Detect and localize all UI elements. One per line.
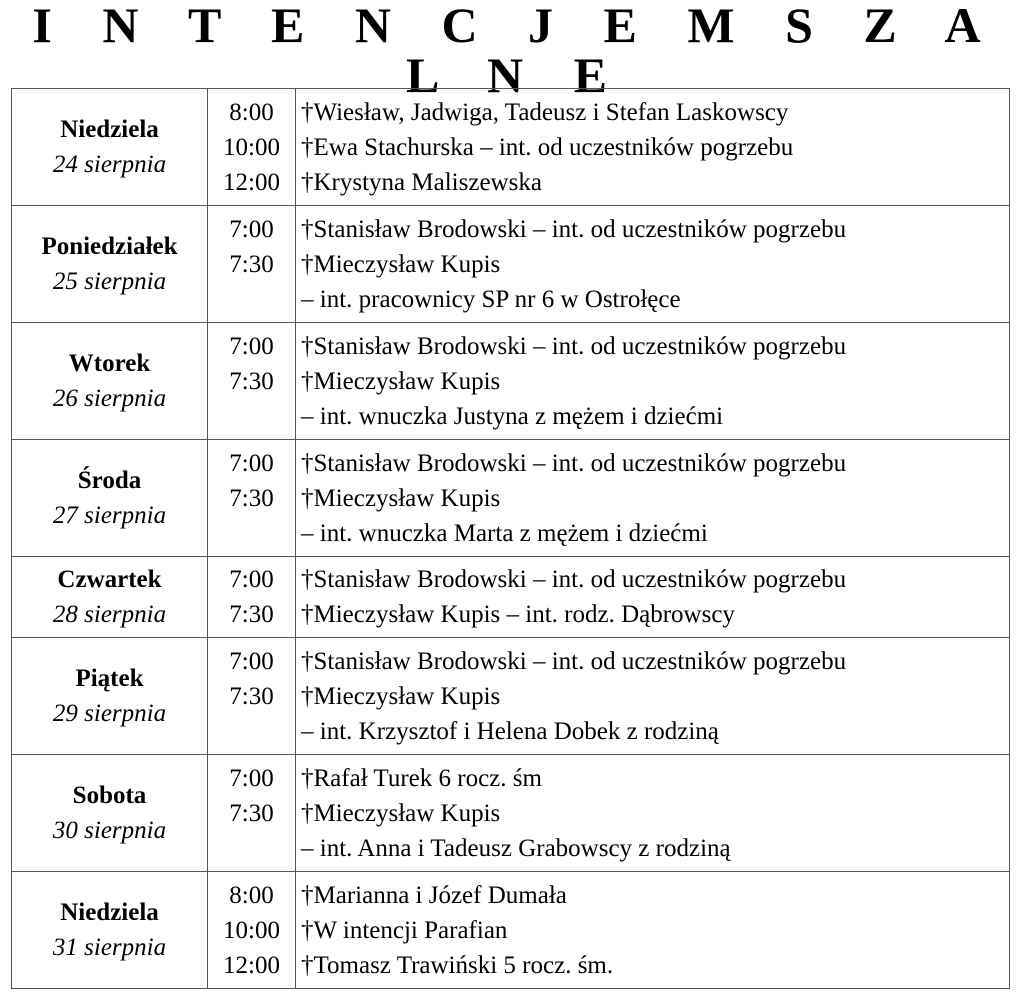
day-name: Sobota bbox=[72, 782, 147, 809]
day-date: 31 sierpnia bbox=[52, 934, 167, 961]
intentions-cell bbox=[296, 323, 1010, 440]
day-date: 30 sierpnia bbox=[52, 817, 167, 844]
mass-time: 7:00 bbox=[229, 449, 274, 477]
mass-time: 12:00 bbox=[223, 951, 280, 979]
mass-time: 7:30 bbox=[229, 367, 274, 395]
day-cell bbox=[12, 872, 208, 989]
mass-time: 7:00 bbox=[229, 647, 274, 675]
table-row bbox=[12, 755, 1010, 872]
mass-time: 7:00 bbox=[229, 215, 274, 243]
time-cell bbox=[208, 755, 296, 872]
day-date: 27 sierpnia bbox=[52, 502, 167, 529]
intention-line: †Mieczysław Kupis – int. rodz. Dąbrowscy bbox=[301, 601, 735, 628]
table-row bbox=[12, 440, 1010, 557]
mass-time: 7:30 bbox=[229, 484, 274, 512]
intention-line: †Tomasz Trawiński 5 rocz. śm. bbox=[301, 951, 614, 979]
intentions-cell bbox=[296, 206, 1010, 323]
day-cell bbox=[12, 89, 208, 206]
day-date: 25 sierpnia bbox=[52, 268, 167, 295]
day-cell bbox=[12, 440, 208, 557]
time-cell bbox=[208, 872, 296, 989]
intention-line: †Stanisław Brodowski – int. od uczestników pogrzebu bbox=[301, 566, 847, 593]
table-row bbox=[12, 872, 1010, 989]
day-cell bbox=[12, 557, 208, 638]
day-cell bbox=[12, 323, 208, 440]
intention-line: †Stanisław Brodowski – int. od uczestników pogrzebu bbox=[301, 449, 847, 477]
day-name: Czwartek bbox=[57, 566, 162, 593]
intention-line: – int. Krzysztof i Helena Dobek z rodziną bbox=[301, 717, 719, 745]
time-cell bbox=[208, 440, 296, 557]
mass-time: 10:00 bbox=[223, 916, 280, 944]
table-row bbox=[12, 323, 1010, 440]
intentions-cell bbox=[296, 872, 1010, 989]
intention-line: †Stanisław Brodowski – int. od uczestników pogrzebu bbox=[301, 332, 847, 360]
mass-time: 12:00 bbox=[223, 168, 280, 196]
intention-line: †W intencji Parafian bbox=[301, 916, 508, 944]
mass-time: 10:00 bbox=[223, 133, 280, 161]
day-date: 29 sierpnia bbox=[52, 700, 167, 727]
day-date: 24 sierpnia bbox=[52, 151, 167, 178]
intention-line: †Marianna i Józef Dumała bbox=[301, 881, 567, 909]
table-row bbox=[12, 638, 1010, 755]
table-row bbox=[12, 557, 1010, 638]
intentions-cell bbox=[296, 440, 1010, 557]
intention-line: †Ewa Stachurska – int. od uczestników pogrzebu bbox=[301, 133, 794, 161]
intention-line: – int. wnuczka Marta z mężem i dziećmi bbox=[301, 519, 708, 547]
intention-line: – int. pracownicy SP nr 6 w Ostrołęce bbox=[301, 285, 681, 313]
intention-line: – int. wnuczka Justyna z mężem i dziećmi bbox=[301, 402, 724, 430]
day-name: Poniedziałek bbox=[41, 233, 178, 260]
intention-line: †Wiesław, Jadwiga, Tadeusz i Stefan Laskowscy bbox=[301, 98, 789, 126]
day-name: Wtorek bbox=[68, 350, 151, 377]
day-name: Piątek bbox=[75, 665, 144, 692]
mass-intentions-table bbox=[11, 88, 1010, 989]
intention-line: †Rafał Turek 6 rocz. śm bbox=[301, 764, 542, 792]
intention-line: †Stanisław Brodowski – int. od uczestników pogrzebu bbox=[301, 647, 847, 675]
mass-time: 7:30 bbox=[229, 682, 274, 710]
time-cell bbox=[208, 323, 296, 440]
day-cell bbox=[12, 206, 208, 323]
time-cell bbox=[208, 557, 296, 638]
day-name: Niedziela bbox=[60, 116, 159, 143]
day-name: Niedziela bbox=[60, 899, 159, 926]
intention-line: †Mieczysław Kupis bbox=[301, 799, 501, 827]
intention-line: †Mieczysław Kupis bbox=[301, 682, 501, 710]
day-cell bbox=[12, 755, 208, 872]
mass-time: 7:30 bbox=[229, 250, 274, 278]
intention-line: †Krystyna Maliszewska bbox=[301, 168, 542, 196]
mass-time: 7:00 bbox=[229, 566, 274, 593]
time-cell bbox=[208, 206, 296, 323]
intentions-cell bbox=[296, 557, 1010, 638]
intention-line: †Stanisław Brodowski – int. od uczestników pogrzebu bbox=[301, 215, 847, 243]
intentions-cell bbox=[296, 638, 1010, 755]
mass-time: 8:00 bbox=[229, 881, 274, 909]
mass-time: 7:30 bbox=[229, 799, 274, 827]
intention-line: †Mieczysław Kupis bbox=[301, 250, 501, 278]
mass-time: 7:30 bbox=[229, 601, 274, 628]
intention-line: †Mieczysław Kupis bbox=[301, 484, 501, 512]
time-cell bbox=[208, 638, 296, 755]
day-date: 26 sierpnia bbox=[52, 385, 167, 412]
day-date: 28 sierpnia bbox=[52, 601, 167, 628]
day-cell bbox=[12, 638, 208, 755]
mass-time: 7:00 bbox=[229, 764, 274, 792]
intention-line: – int. Anna i Tadeusz Grabowscy z rodziną bbox=[301, 834, 731, 862]
intentions-cell bbox=[296, 89, 1010, 206]
mass-time: 7:00 bbox=[229, 332, 274, 360]
time-cell bbox=[208, 89, 296, 206]
intentions-cell bbox=[296, 755, 1010, 872]
page-title: I N T E N C J E M S Z A L N E bbox=[32, 0, 1000, 103]
day-name: Środa bbox=[77, 467, 142, 494]
table-row bbox=[12, 206, 1010, 323]
mass-time: 8:00 bbox=[229, 98, 274, 126]
intention-line: †Mieczysław Kupis bbox=[301, 367, 501, 395]
table-row bbox=[12, 89, 1010, 206]
